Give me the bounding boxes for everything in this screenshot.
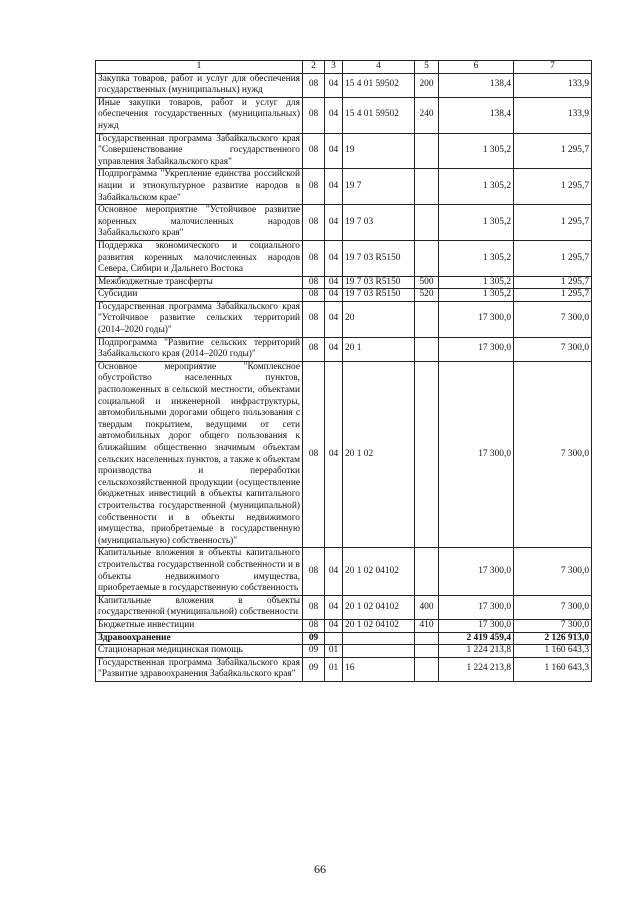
row-subsection: 04 <box>325 361 343 548</box>
row-target-article: 20 1 <box>343 337 415 361</box>
row-target-article <box>343 645 415 658</box>
row-amount-year1: 17 300,0 <box>439 337 514 361</box>
row-subsection <box>325 632 343 645</box>
row-amount-year1: 1 305,2 <box>439 289 514 302</box>
row-name: Поддержка экономического и социального развития коренных малочисленных народов Севера, Сибири и Дальнего Востока <box>96 240 303 276</box>
table-row <box>96 97 592 133</box>
row-target-article: 19 7 03 R5150 <box>343 276 415 289</box>
row-target-article: 19 7 03 R5150 <box>343 289 415 302</box>
row-target-article: 19 7 03 R5150 <box>343 240 415 276</box>
row-amount-year1: 17 300,0 <box>439 619 514 632</box>
table-row <box>96 548 592 595</box>
row-expense-type <box>415 240 439 276</box>
page-number: 66 <box>314 862 326 876</box>
row-expense-type <box>415 548 439 595</box>
row-section: 09 <box>303 657 325 681</box>
table-row <box>96 337 592 361</box>
row-name: Подпрограмма "Развитие сельских территорий Забайкальского края (2014–2020 годы)" <box>96 337 303 361</box>
row-subsection: 04 <box>325 548 343 595</box>
row-amount-year1: 17 300,0 <box>439 301 514 337</box>
row-amount-year1: 2 419 459,4 <box>439 632 514 645</box>
row-section: 08 <box>303 133 325 169</box>
row-expense-type: 500 <box>415 276 439 289</box>
row-amount-year2: 1 295,7 <box>514 169 592 205</box>
table-row <box>96 73 592 97</box>
header-row <box>96 61 592 74</box>
row-target-article: 20 1 02 04102 <box>343 548 415 595</box>
row-subsection: 04 <box>325 240 343 276</box>
header-cell: 7 <box>514 61 592 74</box>
row-amount-year2: 7 300,0 <box>514 595 592 619</box>
row-expense-type <box>415 301 439 337</box>
row-section: 08 <box>303 97 325 133</box>
row-amount-year2: 7 300,0 <box>514 361 592 548</box>
row-amount-year2: 1 295,7 <box>514 289 592 302</box>
row-amount-year1: 1 305,2 <box>439 276 514 289</box>
row-name: Закупка товаров, работ и услуг для обеспечения государственных (муниципальных) нужд <box>96 73 303 97</box>
table-row <box>96 657 592 681</box>
row-expense-type: 200 <box>415 73 439 97</box>
row-amount-year1: 1 305,2 <box>439 169 514 205</box>
row-name: Бюджетные инвестиции <box>96 619 303 632</box>
row-section: 09 <box>303 632 325 645</box>
row-section: 08 <box>303 361 325 548</box>
row-target-article <box>343 632 415 645</box>
row-section: 08 <box>303 337 325 361</box>
row-expense-type: 520 <box>415 289 439 302</box>
row-target-article: 20 1 02 <box>343 361 415 548</box>
row-section: 08 <box>303 73 325 97</box>
row-target-article: 19 7 <box>343 169 415 205</box>
header-cell: 3 <box>325 61 343 74</box>
row-name: Иные закупки товаров, работ и услуг для обеспечения государственных (муниципальных) нужд <box>96 97 303 133</box>
table-row <box>96 645 592 658</box>
row-subsection: 04 <box>325 133 343 169</box>
table-row <box>96 169 592 205</box>
row-amount-year2: 1 160 643,3 <box>514 657 592 681</box>
row-amount-year2: 133,9 <box>514 97 592 133</box>
row-section: 08 <box>303 169 325 205</box>
row-amount-year1: 1 305,2 <box>439 240 514 276</box>
row-section: 09 <box>303 645 325 658</box>
row-expense-type <box>415 361 439 548</box>
row-subsection: 04 <box>325 97 343 133</box>
header-cell: 5 <box>415 61 439 74</box>
row-section: 08 <box>303 289 325 302</box>
row-section: 08 <box>303 595 325 619</box>
row-section: 08 <box>303 301 325 337</box>
row-target-article: 20 1 02 04102 <box>343 595 415 619</box>
table-row <box>96 632 592 645</box>
row-amount-year2: 1 295,7 <box>514 240 592 276</box>
table-row <box>96 276 592 289</box>
row-name: Капитальные вложения в объекты государственной (муниципальной) собственности <box>96 595 303 619</box>
row-section: 08 <box>303 619 325 632</box>
row-name: Капитальные вложения в объекты капитального строительства государственной собственности и в объекты недвижимого имущества, приобретаемые в государственную собственность <box>96 548 303 595</box>
row-name: Основное мероприятие "Комплексное обустройство населенных пунктов, расположенных в сельской местности, объектами социальной и инженерной инфраструктуры, автомобильными дорогами общего пользования с твердым покрытием, ведущими от сети автомобильных дорог общего пользования к ближайшим общественно значимым объектам сельских населенных пунктов, а также к объектам производства и переработки сельскохозяйственной продукции (осуществление бюджетных инвестиций в объекты капитального строительства государственной (муниципальной) собственности и в объекты недвижимого имущества, приобретаемые в государственную (муниципальную) собственность)" <box>96 361 303 548</box>
row-target-article: 15 4 01 59502 <box>343 97 415 133</box>
row-expense-type <box>415 205 439 241</box>
row-expense-type <box>415 337 439 361</box>
row-amount-year1: 1 224 213,8 <box>439 645 514 658</box>
row-name: Подпрограмма "Укрепление единства российской нации и этнокультурное развитие народов в Забайкальском крае" <box>96 169 303 205</box>
row-amount-year1: 17 300,0 <box>439 595 514 619</box>
row-amount-year1: 17 300,0 <box>439 548 514 595</box>
row-name: Государственная программа Забайкальского края "Развитие здравоохранения Забайкальского края" <box>96 657 303 681</box>
row-subsection: 04 <box>325 169 343 205</box>
row-subsection: 04 <box>325 73 343 97</box>
row-amount-year2: 133,9 <box>514 73 592 97</box>
row-amount-year2: 7 300,0 <box>514 619 592 632</box>
row-name: Стационарная медицинская помощь <box>96 645 303 658</box>
table-row <box>96 205 592 241</box>
row-expense-type <box>415 133 439 169</box>
row-name: Государственная программа Забайкальского края "Совершенствование государственного управления Забайкальского края" <box>96 133 303 169</box>
row-target-article: 19 <box>343 133 415 169</box>
table-row <box>96 289 592 302</box>
row-target-article: 20 <box>343 301 415 337</box>
row-amount-year2: 1 160 643,3 <box>514 645 592 658</box>
row-target-article: 15 4 01 59502 <box>343 73 415 97</box>
table-row <box>96 361 592 548</box>
row-expense-type <box>415 657 439 681</box>
row-expense-type: 400 <box>415 595 439 619</box>
row-subsection: 04 <box>325 289 343 302</box>
budget-table <box>95 60 592 682</box>
row-amount-year2: 7 300,0 <box>514 301 592 337</box>
row-expense-type <box>415 169 439 205</box>
row-subsection: 04 <box>325 276 343 289</box>
table-body <box>96 73 592 681</box>
row-section: 08 <box>303 548 325 595</box>
row-target-article: 16 <box>343 657 415 681</box>
row-expense-type: 240 <box>415 97 439 133</box>
row-name: Межбюджетные трансферты <box>96 276 303 289</box>
row-subsection: 04 <box>325 619 343 632</box>
row-amount-year2: 1 295,7 <box>514 133 592 169</box>
row-amount-year1: 138,4 <box>439 97 514 133</box>
row-section: 08 <box>303 205 325 241</box>
row-amount-year2: 1 295,7 <box>514 205 592 241</box>
header-cell: 4 <box>343 61 415 74</box>
header-cell: 2 <box>303 61 325 74</box>
row-amount-year1: 1 305,2 <box>439 205 514 241</box>
row-target-article: 19 7 03 <box>343 205 415 241</box>
row-amount-year2: 7 300,0 <box>514 337 592 361</box>
row-subsection: 01 <box>325 645 343 658</box>
row-subsection: 04 <box>325 205 343 241</box>
row-expense-type <box>415 632 439 645</box>
row-amount-year1: 17 300,0 <box>439 361 514 548</box>
row-section: 08 <box>303 240 325 276</box>
table-row <box>96 133 592 169</box>
row-section: 08 <box>303 276 325 289</box>
row-subsection: 04 <box>325 337 343 361</box>
row-name: Здравоохранение <box>96 632 303 645</box>
row-target-article: 20 1 02 04102 <box>343 619 415 632</box>
header-cell: 1 <box>96 61 303 74</box>
row-subsection: 04 <box>325 595 343 619</box>
table-row <box>96 619 592 632</box>
row-name: Субсидии <box>96 289 303 302</box>
row-amount-year2: 7 300,0 <box>514 548 592 595</box>
row-name: Основное мероприятие "Устойчивое развитие коренных малочисленных народов Забайкальского края" <box>96 205 303 241</box>
row-subsection: 04 <box>325 301 343 337</box>
row-amount-year2: 1 295,7 <box>514 276 592 289</box>
table-row <box>96 595 592 619</box>
row-subsection: 01 <box>325 657 343 681</box>
row-amount-year1: 1 305,2 <box>439 133 514 169</box>
row-amount-year1: 138,4 <box>439 73 514 97</box>
row-expense-type: 410 <box>415 619 439 632</box>
table-row <box>96 240 592 276</box>
row-expense-type <box>415 645 439 658</box>
header-cell: 6 <box>439 61 514 74</box>
row-amount-year1: 1 224 213,8 <box>439 657 514 681</box>
table-row <box>96 301 592 337</box>
row-name: Государственная программа Забайкальского края "Устойчивое развитие сельских территорий (2014–2020 годы)" <box>96 301 303 337</box>
row-amount-year2: 2 126 913,0 <box>514 632 592 645</box>
